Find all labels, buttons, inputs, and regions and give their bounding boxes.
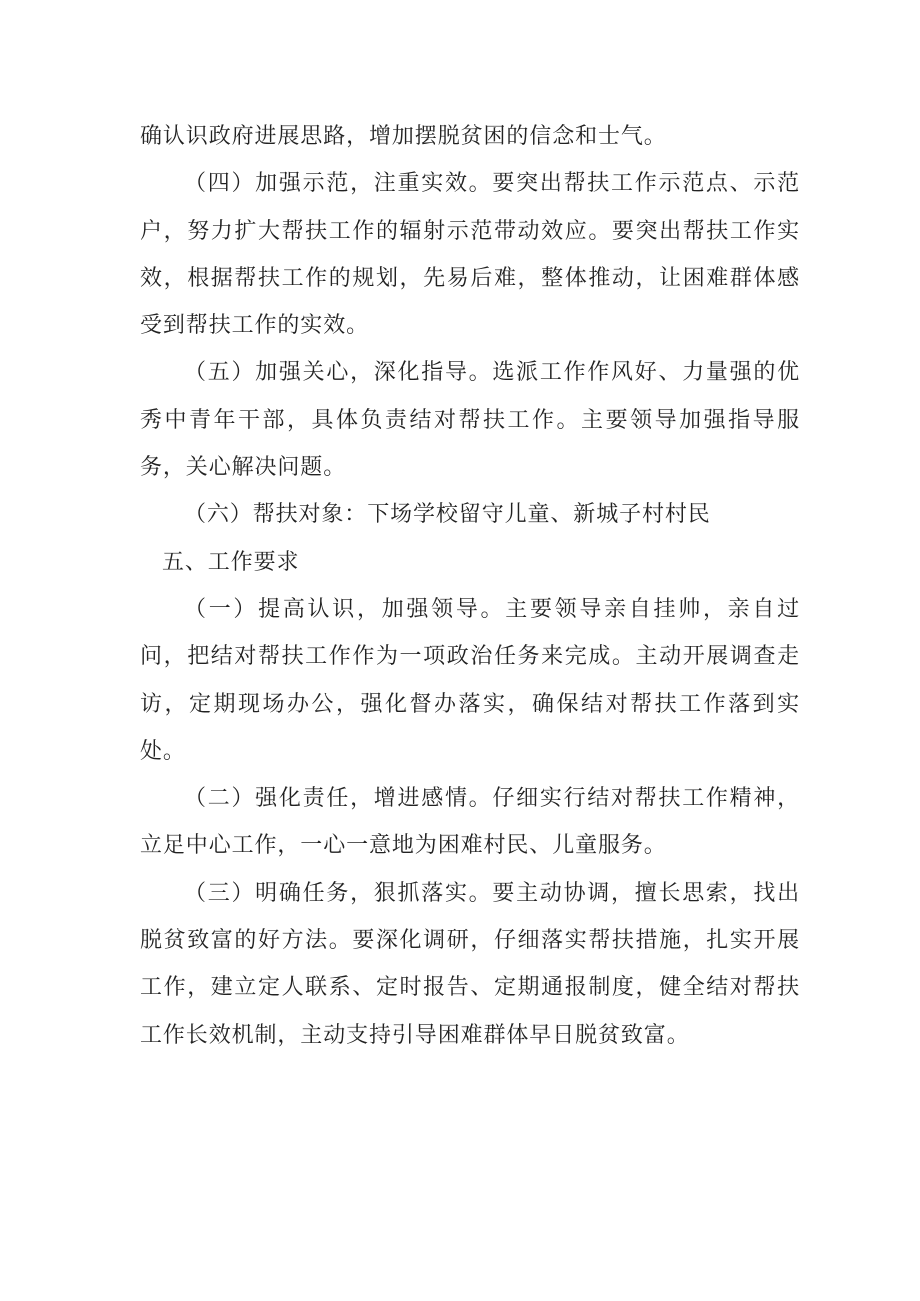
paragraph-requirement-3: （三）明确任务，狠抓落实。要主动协调，擅长思索，找出脱贫致富的好方法。要深化调研，仔细落实帮扶措施，扎实开展工作，建立定人联系、定时报告、定期通报制度，健全结对帮扶工作长效机制，主动支持引导困难群体早日脱贫致富。 xyxy=(140,880,800,1048)
paragraph-requirement-2: （二）强化责任，增进感情。仔细实行结对帮扶工作精神，立足中心工作，一心一意地为困难村民、儿童服务。 xyxy=(140,786,800,859)
document-body xyxy=(140,113,800,1059)
paragraph-requirement-1: （一）提高认识，加强领导。主要领导亲自挂帅，亲自过问，把结对帮扶工作作为一项政治任务来完成。主动开展调查走访，定期现场办公，强化督办落实，确保结对帮扶工作落到实处。 xyxy=(140,596,800,764)
paragraph-continuation: 确认识政府进展思路，增加摆脱贫困的信念和士气。 xyxy=(140,124,667,149)
paragraph-item-6: （六）帮扶对象：下场学校留守儿童、新城子村村民 xyxy=(184,502,711,528)
paragraph-item-5: （五）加强关心，深化指导。选派工作作风好、力量强的优秀中青年干部，具体负责结对帮扶工作。主要领导加强指导服务，关心解决问题。 xyxy=(140,360,800,481)
section-heading-work-requirements: 五、工作要求 xyxy=(162,549,300,575)
paragraph-item-4: （四）加强示范，注重实效。要突出帮扶工作示范点、示范户，努力扩大帮扶工作的辐射示范带动效应。要突出帮扶工作实效，根据帮扶工作的规划，先易后难，整体推动，让困难群体感受到帮扶工作的实效。 xyxy=(140,171,800,339)
